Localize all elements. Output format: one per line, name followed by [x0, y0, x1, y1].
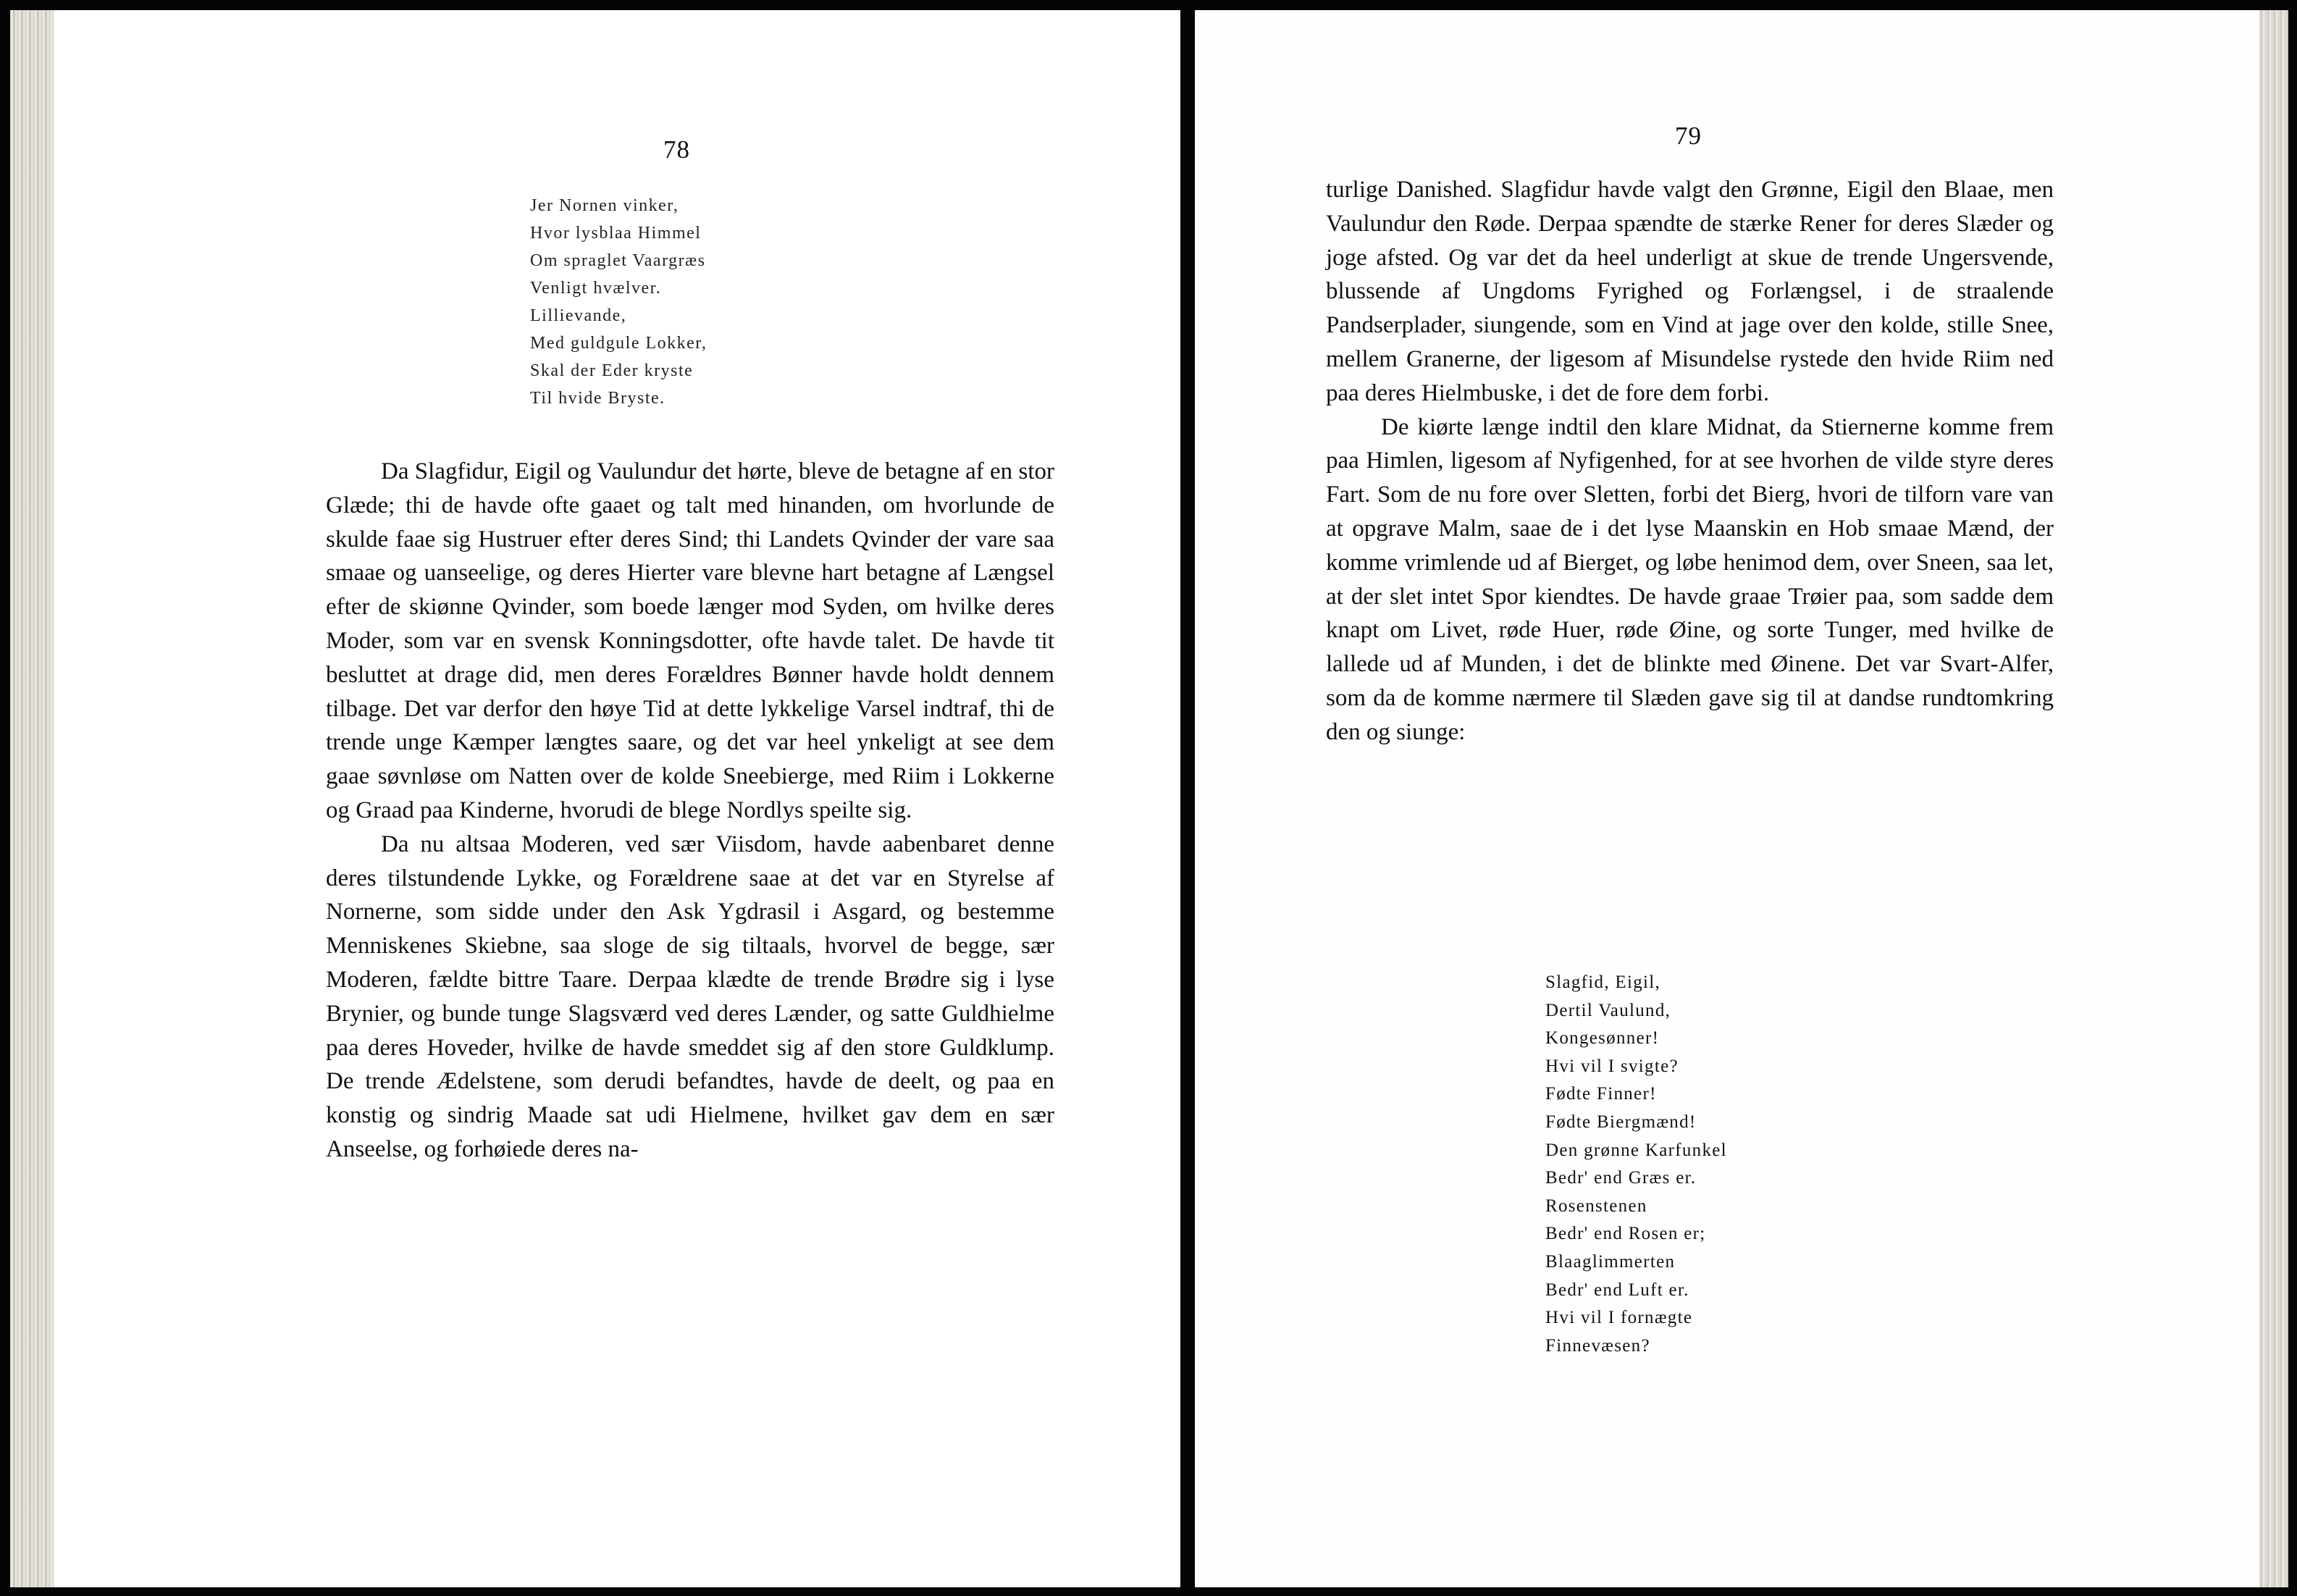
poem-line: Lillievande, — [530, 306, 627, 325]
poem-line: Den grønne Karfunkel — [1545, 1140, 1727, 1160]
page-number: 79 — [1675, 122, 1702, 150]
poem-line: Bedr' end Græs er. — [1545, 1168, 1697, 1188]
poem-line: Venligt hvælver. — [530, 279, 662, 298]
page-edges — [10, 10, 54, 1587]
poem-line: Bedr' end Luft er. — [1545, 1280, 1689, 1300]
prose-text — [326, 455, 1054, 1167]
poem-line: Kongesønner! — [1545, 1028, 1660, 1049]
poem-line: Hvi vil I fornægte — [1545, 1308, 1693, 1328]
paragraph: Da Slagfidur, Eigil og Vaulundur det hørte, bleve de betagne af en stor Glæde; thi de havde ofte gaaet og talt med hinanden, om hvorlunde de skulde faae sig Hustruer efter deres Sind; thi Landets Qvinder der vare saa smaae og uanseelige, og deres Hierter vare blevne hart betagne af Længsel efter de skiønne Qvinder, som boede længer mod Syden, om hvilke deres Moder, som var en svensk Konningsdotter, ofte havde talet. De havde tit besluttet at drage did, men deres Forældres Bønner havde holdt dennem tilbage. Det var derfor den høye Tid at dette lykkelige Varsel indtraf, thi de trende unge Kæmper længtes saare, og det var heel ynkeligt at see dem gaae søvnløse om Natten over de kolde Sneebierge, med Riim i Lokkerne og Graad paa Kinderne, hvorudi de blege Nordlys speilte sig. — [326, 458, 1054, 823]
left-page — [10, 10, 1180, 1587]
poem-line: Blaaglimmerten — [1545, 1251, 1676, 1272]
poem — [530, 192, 707, 412]
prose-text — [1326, 173, 2054, 749]
poem-line: Med guldgule Lokker, — [530, 334, 707, 353]
poem-line: Hvi vil I svigte? — [1545, 1056, 1679, 1076]
poem-line: Om spraglet Vaargræs — [530, 251, 706, 270]
poem-line: Fødte Biergmænd! — [1545, 1112, 1697, 1132]
poem — [1545, 969, 1727, 1360]
page-edges — [2259, 10, 2288, 1587]
poem-line: Rosenstenen — [1545, 1196, 1647, 1216]
poem-line: Dertil Vaulund, — [1545, 1000, 1671, 1020]
poem-line: Bedr' end Rosen er; — [1545, 1224, 1706, 1244]
paragraph: turlige Danished. Slagfidur havde valgt den Grønne, Eigil den Blaae, men Vaulundur den Røde. Derpaa spændte de stærke Rener for deres Slæder og joge afsted. Og var det da heel underligt at skue de trende Ungersvende, blussende af Ungdoms Fyrighed og Forlængsel, i de straalende Pandserplader, siungende, som en Vind at jage over den kolde, stille Snee, mellem Granerne, der ligesom af Misundelse rystede den hvide Riim ned paa deres Hielmbuske, i det de fore dem forbi. — [1326, 177, 2054, 406]
paragraph: De kiørte længe indtil den klare Midnat, da Stiernerne komme frem paa Himlen, ligesom af Nyfigenhed, for at see hvorhen de vilde styre deres Fart. Som de nu fore over Sletten, forbi det Bierg, hvori de tilforn vare van at opgrave Malm, saae de i det lyse Maanskin en Hob smaae Mænd, der komme vrimlende ud af Bierget, og løbe henimod dem, over Sneen, saa let, at der slet intet Spor kiendtes. De havde graae Trøier paa, som sadde dem knapt om Livet, røde Huer, røde Øine, og sorte Tunger, med hvilke de lallede ud af Munden, i det de blinkte med Øinene. Det var Svart-Alfer, som da de komme nærmere til Slæden gave sig til at dandse rundtomkring den og siunge: — [1326, 413, 2054, 745]
poem-line: Fødte Finner! — [1545, 1084, 1657, 1104]
poem-line: Skal der Eder kryste — [530, 361, 694, 380]
poem-line: Finnevæsen? — [1545, 1335, 1650, 1356]
page-number: 78 — [663, 135, 690, 164]
paragraph: Da nu altsaa Moderen, ved sær Viisdom, havde aabenbaret denne deres tilstundende Lykke, og Forældrene saae at det var en Styrelse af Nornerne, som sidde under den Ask Ygdrasil i Asgard, og bestemme Menniskenes Skiebne, saa sloge de sig tiltaals, hvorvel de begge, sær Moderen, fældte bittre Taare. Derpaa klædte de trende Brødre sig i lyse Brynier, og bunde tunge Slagsværd ved deres Lænder, og satte Guldhielme paa deres Hoveder, hvilke de havde smeddet sig af den store Guldklump. De trende Ædelstene, som derudi befandtes, havde de deelt, og paa en konstig og sindrig Maade sat udi Hielmene, hvilket gav dem en sær Anseelse, og forhøiede deres na- — [326, 831, 1054, 1162]
poem-line: Hvor lysblaa Himmel — [530, 224, 702, 243]
poem-line: Slagfid, Eigil, — [1545, 973, 1661, 992]
poem-line: Jer Nornen vinker, — [530, 196, 679, 215]
poem-line: Til hvide Bryste. — [530, 389, 665, 408]
right-page — [1195, 10, 2288, 1587]
